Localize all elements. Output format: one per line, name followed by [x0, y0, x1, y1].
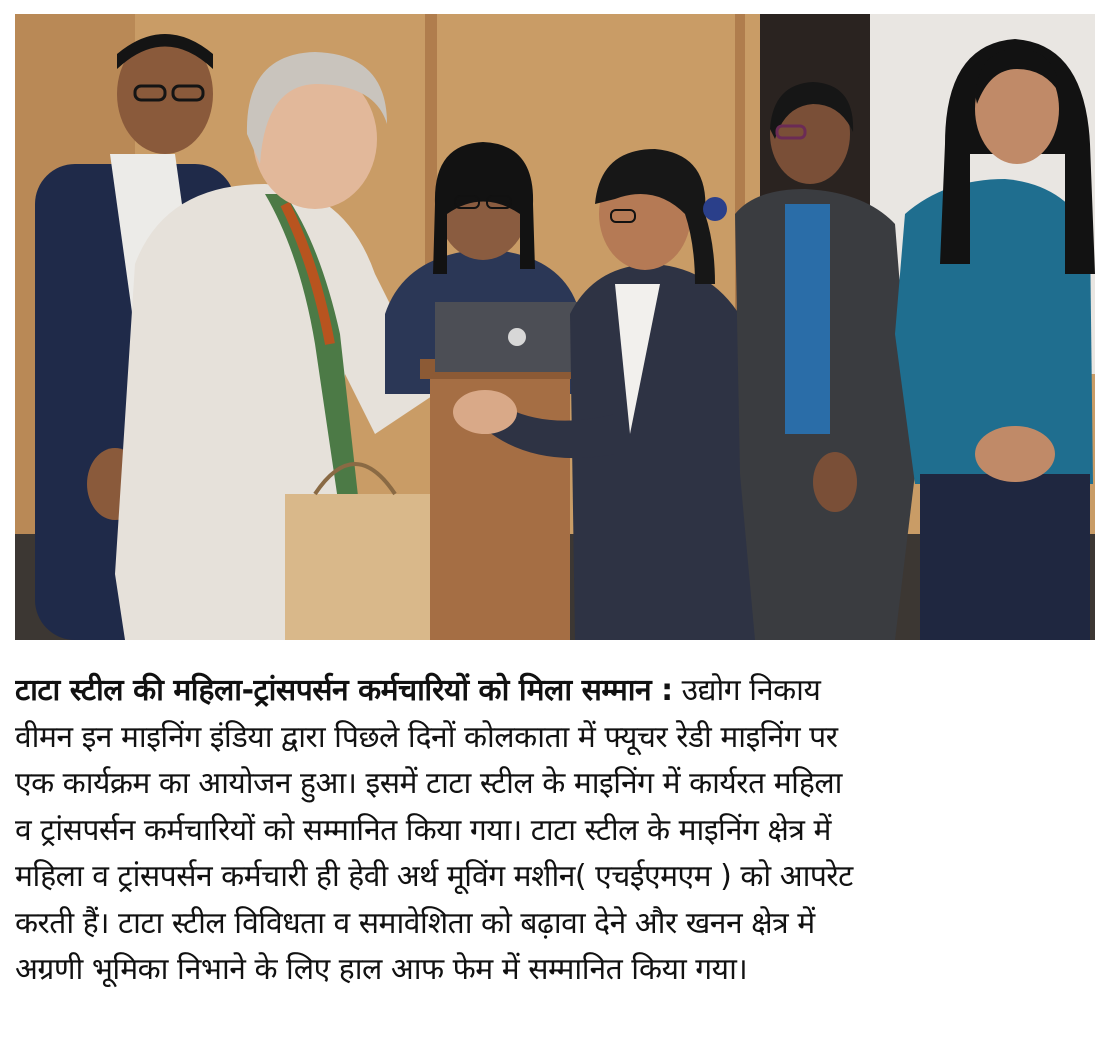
- gift-bag: [285, 494, 445, 640]
- caption-line-5: महिला व ट्रांसपर्सन कर्मचारी ही हेवी अर्थ मूविंग मशीन( एचईएमएम ) को आपरेट: [15, 859, 853, 894]
- caption-line-3: एक कार्यक्रम का आयोजन हुआ। इसमें टाटा स्टील के माइनिंग में कार्यरत महिला: [15, 766, 842, 801]
- caption-headline: टाटा स्टील की महिला-ट्रांसपर्सन कर्मचारियों को मिला सम्मान :: [15, 673, 673, 708]
- news-caption: [15, 668, 1090, 994]
- caption-line-2: वीमन इन माइनिंग इंडिया द्वारा पिछले दिनों कोलकाता में फ्यूचर रेडी माइनिंग पर: [15, 719, 838, 755]
- photo-illustration: [15, 14, 1095, 640]
- caption-line-1: [15, 668, 1090, 715]
- news-photo: [15, 14, 1095, 640]
- caption-line-4: व ट्रांसपर्सन कर्मचारियों को सम्मानित किया गया। टाटा स्टील के माइनिंग क्षेत्र में: [15, 812, 831, 848]
- caption-line-6: करती हैं। टाटा स्टील विविधता व समावेशिता को बढ़ावा देने और खनन क्षेत्र में: [15, 905, 815, 941]
- caption-line-7: अग्रणी भूमिका निभाने के लिए हाल आफ फेम में सम्मानित किया गया।: [15, 952, 748, 987]
- laptop-logo-icon: [508, 328, 526, 346]
- handshake: [453, 390, 517, 434]
- caption-text: उद्योग निकाय: [672, 673, 821, 708]
